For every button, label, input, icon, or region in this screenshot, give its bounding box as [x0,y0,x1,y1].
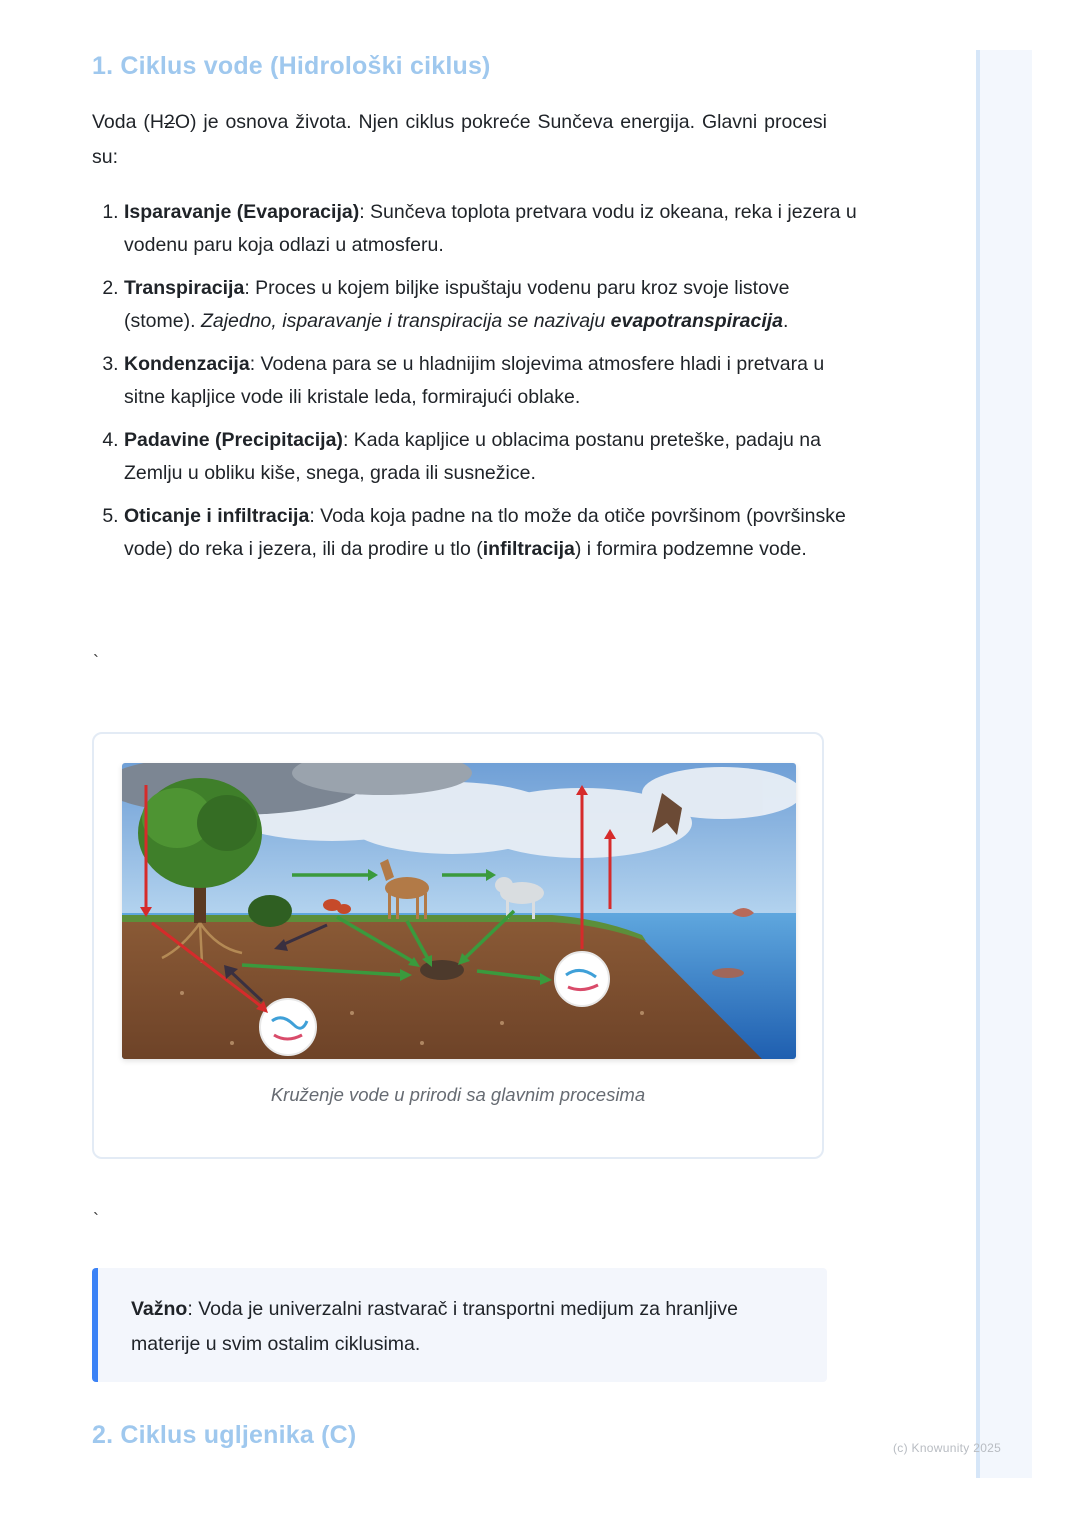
list-item: 4. Padavine (Precipitacija): Kada kapljice u oblacima postanu preteške, padaju na Zemlju u obliku kiše, snega, grada ili susnežice. [124,424,859,489]
section-title-water-cycle: 1. Ciklus vode (Hidrološki ciklus) [92,52,491,80]
list-item: 3. Kondenzacija: Vodena para se u hladnijim slojevima atmosfere hladi i pretvara u sitne kapljice vode ili kristale leda, formirajući oblake. [124,348,859,413]
intro-text-b: O) je osnova života. Njen ciklus pokreće Sunčeva energija. Glavni procesi su: [92,111,827,168]
figure-card [92,732,824,1159]
note-term: Važno [131,1298,188,1320]
intro-paragraph [92,105,827,175]
note-text: : Voda je univerzalni rastvarač i transportni medijum za hranljive materije u svim ostalim ciklusima. [131,1298,738,1355]
subscript-two: 2 [163,111,175,133]
stray-mark: ` [93,1210,99,1230]
side-panel [976,50,1032,1478]
list-item: 1. Isparavanje (Evaporacija): Sunčeva toplota pretvara vodu iz okeana, reka i jezera u vodenu paru koja odlazi u atmosferu. [124,196,859,261]
intro-text-a: Voda (H [92,111,164,133]
list-item: 2. Transpiracija: Proces u kojem biljke ispuštaju vodenu paru kroz svoje listove (stome). Zajedno, isparavanje i transpiracija se nazivaju evapotranspiracija. [124,272,859,337]
section-title-carbon-cycle: 2. Ciklus ugljenika (C) [92,1421,357,1449]
list-item: 5. Oticanje i infiltracija: Voda koja padne na tlo može da otiče površinom (površinske vode) do reka i jezera, ili da prodire u tlo (infiltracija) i formira podzemne vode. [124,500,859,565]
figure-caption: Kruženje vode u prirodi sa glavnim procesima [270,1084,646,1105]
copyright-text: (c) Knowunity 2025 [893,1441,1002,1455]
water-cycle-illustration [122,763,796,1059]
process-list [92,196,859,576]
important-note [92,1268,827,1382]
stray-mark: ` [93,652,99,672]
